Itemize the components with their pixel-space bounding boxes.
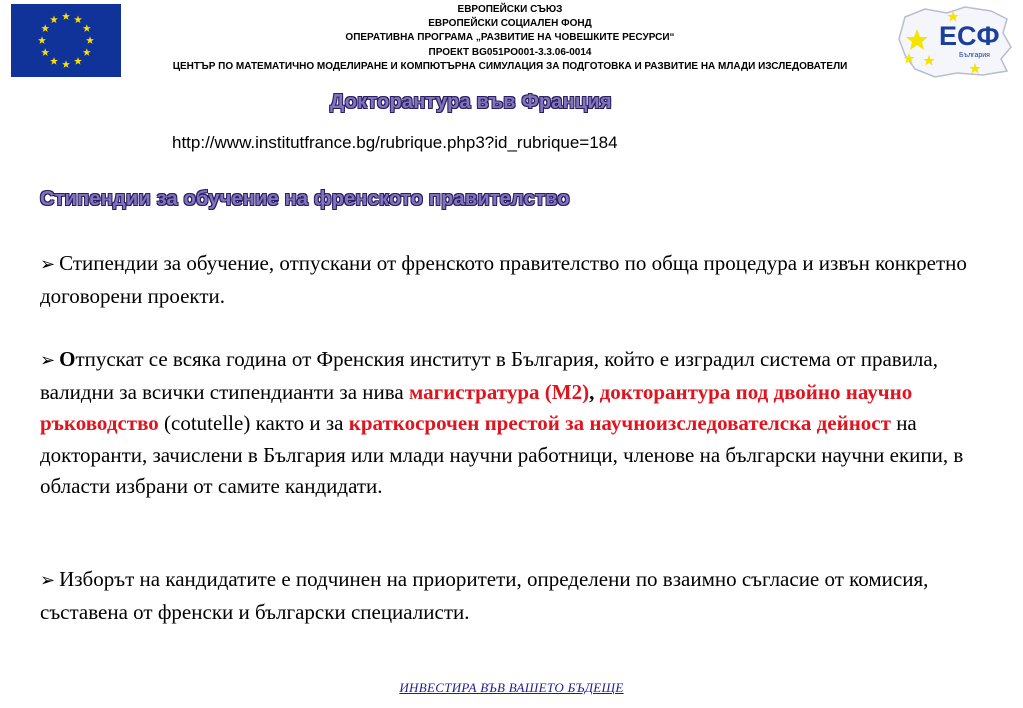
arrow-bullet-icon: ➢ — [40, 570, 56, 590]
highlight-masters: магистратура (М2) — [408, 379, 590, 404]
bullet-paragraph-2 — [40, 344, 990, 503]
eu-flag-icon — [11, 4, 121, 77]
paragraph-2-text-1: тпускат се всяка година от Френския институт в България, който е изградил система от правила, валидни за всички стипендианти за нива — [40, 347, 938, 404]
paragraph-2-text-2: (cotutelle) както и за — [158, 411, 349, 435]
paragraph-2-lead-letter: О — [59, 347, 76, 371]
page-title: Докторантура във Франция — [330, 91, 612, 113]
arrow-bullet-icon: ➢ — [40, 254, 56, 274]
header-line-project: ПРОЕКТ BG051PO001-3.3.06-0014 — [428, 46, 592, 58]
arrow-bullet-icon: ➢ — [40, 350, 56, 370]
esf-logo-subtext: България — [959, 52, 990, 59]
highlight-short-stay: краткосрочен престой за научноизследователска дейност — [348, 411, 891, 435]
paragraph-1-text: Стипендии за обучение, отпускани от френското правителство по обща процедура и извън конкретно договорени проекти. — [40, 251, 967, 308]
header-line-esf: ЕВРОПЕЙСКИ СОЦИАЛЕН ФОНД — [428, 18, 592, 30]
esf-logo-icon — [895, 3, 1017, 79]
bullet-paragraph-3 — [40, 564, 990, 628]
source-url: http://www.institutfrance.bg/rubrique.php3?id_rubrique=184 — [172, 133, 618, 152]
header-line-program: ОПЕРАТИВНА ПРОГРАМА „РАЗВИТИЕ НА ЧОВЕШКИТЕ РЕСУРСИ“ — [345, 32, 675, 44]
header-line-eu: ЕВРОПЕЙСКИ СЪЮЗ — [457, 4, 563, 15]
header-block — [130, 3, 890, 74]
paragraph-2-text-3: на докторанти, зачислени в България или млади научни работници, членове на български научни екипи, в области избрани от самите кандидати. — [40, 411, 964, 498]
footer-slogan: ИНВЕСТИРА ВЪВ ВАШЕТО БЪДЕЩЕ — [399, 680, 624, 695]
highlight-doctorate-cotutelle: докторантура под двойно научно ръководство — [40, 379, 913, 435]
section-title: Стипендии за обучение на френското правителство — [40, 188, 570, 210]
esf-logo-text: ЕСФ — [939, 21, 1000, 51]
header-line-center: ЦЕНТЪР ПО МАТЕМАТИЧНО МОДЕЛИРАНЕ И КОМПЮТЪРНА СИМУЛАЦИЯ ЗА ПОДГОТОВКА И РАЗВИТИЕ НА МЛАДИ ИЗСЛЕДОВАТЕЛИ — [172, 60, 848, 72]
paragraph-3-text: Изборът на кандидатите е подчинен на приоритети, определени по взаимно съгласие от комисия, съставена от френски и български специалисти. — [40, 567, 929, 624]
paragraph-2-comma: , — [589, 379, 595, 404]
bullet-paragraph-1 — [40, 248, 990, 312]
